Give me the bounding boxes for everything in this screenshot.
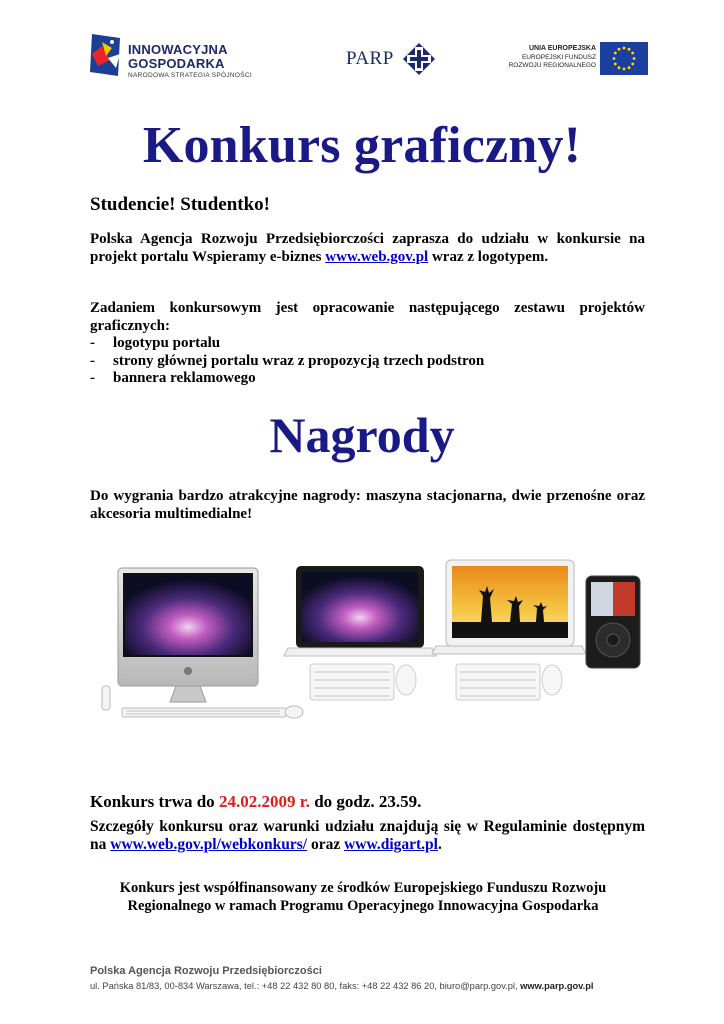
- list-item: - strony głównej portalu wraz z propozycją trzech podstron: [90, 353, 645, 371]
- task-paragraph: [90, 300, 645, 388]
- list-item: - logotypu portalu: [90, 335, 645, 353]
- ig-line3: NARODOWA STRATEGIA SPÓJNOŚCI: [128, 72, 252, 79]
- footer-address: [90, 981, 594, 991]
- deadline-date: 24.02.2009 r.: [218, 792, 310, 811]
- parp-logo: [346, 42, 446, 78]
- eu-flag-icon: [600, 42, 648, 75]
- innowacyjna-gospodarka-logo: [88, 32, 258, 84]
- details-text-mid: oraz: [307, 835, 345, 853]
- deadline-time: do godz. 23.59.: [309, 792, 422, 811]
- intro-text: Polska Agencja Rozwoju Przedsiębiorczości zaprasza do udziału w konkursie na projekt portalu Wspieramy e-biznes: [90, 231, 645, 265]
- parp-emblem-icon: [402, 42, 436, 76]
- intro-paragraph: [90, 231, 645, 266]
- task-intro: Zadaniem konkursowym jest opracowanie następującego zestawu projektów graficznych:: [90, 300, 645, 334]
- details-paragraph: [90, 818, 645, 853]
- footer-address-text: ul. Pańska 81/83, 00-834 Warszawa, tel.: +48 22 432 80 80, faks: +48 22 432 86 20, biuro@parp.gov.pl,: [90, 981, 521, 991]
- prizes-image: [96, 556, 656, 722]
- eu-line3: ROZWOJU REGIONALNEGO: [508, 62, 596, 69]
- cofinance-note: Konkurs jest współfinansowany ze środków Europejskiego Funduszu Rozwoju Regionalnego w ramach Programu Operacyjnego Innowacyjna Gospodarka: [119, 880, 607, 914]
- ig-line2: GOSPODARKA: [128, 56, 225, 71]
- ig-line1: INNOWACYJNA: [128, 42, 228, 57]
- macbook-icon: [284, 566, 436, 700]
- web-gov-link[interactable]: www.web.gov.pl: [325, 248, 429, 265]
- webkonkurs-link[interactable]: www.web.gov.pl/webkonkurs/: [110, 835, 308, 853]
- macbook-white-icon: [432, 560, 586, 700]
- imac-icon: [102, 568, 303, 718]
- deadline: [90, 792, 421, 812]
- deadline-text: Konkurs trwa do: [90, 792, 219, 811]
- list-item: - bannera reklamowego: [90, 370, 645, 388]
- task-list: [90, 335, 645, 388]
- eu-line2: EUROPEJSKI FUNDUSZ: [521, 53, 596, 61]
- parp-logo-text: PARP: [346, 48, 394, 69]
- intro-text-end: wraz z logotypem.: [428, 248, 549, 265]
- prizes-paragraph: Do wygrania bardzo atrakcyjne nagrody: maszyna stacjonarna, dwie przenośne oraz akcesoria multimedialne!: [90, 488, 645, 522]
- ipod-icon: [586, 576, 640, 668]
- footer-org: Polska Agencja Rozwoju Przedsiębiorczości: [90, 965, 322, 977]
- eu-line1: UNIA EUROPEJSKA: [528, 45, 596, 52]
- digart-link[interactable]: www.digart.pl: [344, 835, 438, 853]
- greeting: Studencie! Studentko!: [90, 194, 270, 215]
- details-text: Szczegóły konkursu oraz warunki udziału znajdują się w Regulaminie dostępnym na: [90, 818, 645, 853]
- eu-logo: [510, 42, 650, 76]
- footer-website[interactable]: www.parp.gov.pl: [520, 981, 594, 991]
- page-title: Konkurs graficzny!: [142, 117, 582, 174]
- ig-emblem-icon: [88, 32, 124, 80]
- details-text-end: .: [437, 835, 442, 853]
- prizes-title: Nagrody: [269, 407, 455, 463]
